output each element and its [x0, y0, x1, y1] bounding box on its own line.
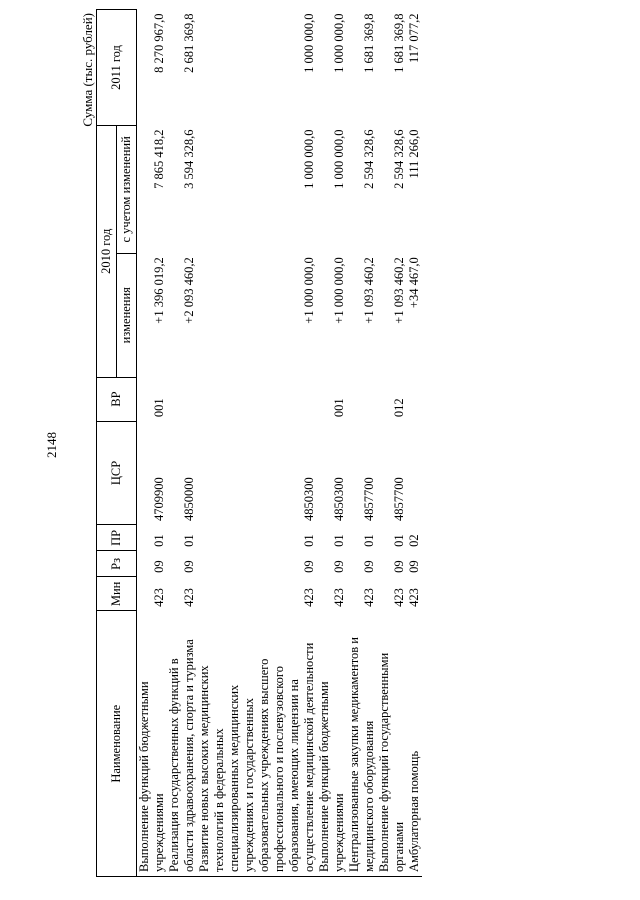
table-row	[377, 10, 407, 877]
row-year-2011: 1 000 000,0	[332, 13, 346, 73]
row-year-2011: 1 681 369,8	[362, 13, 376, 73]
row-rz: 09	[392, 560, 406, 573]
row-csr: 4850300	[332, 477, 346, 521]
table-row	[197, 10, 317, 877]
header-vr: ВР	[97, 377, 137, 421]
row-rz: 09	[362, 560, 376, 573]
header-min: Мин	[97, 577, 137, 611]
units-note: Сумма (тыс. рублей)	[80, 13, 95, 127]
row-rz: 09	[182, 560, 196, 573]
row-name: Реализация государственных функций в области здравоохранения, спорта и туризма	[167, 611, 197, 877]
row-year-2011: 2 681 369,8	[182, 13, 196, 73]
row-pr: 01	[152, 534, 166, 547]
row-name: Выполнение функций государственными органами	[377, 611, 407, 877]
row-min: 423	[182, 588, 196, 607]
row-changes: +2 093 460,2	[182, 257, 196, 324]
row-csr: 4850300	[302, 477, 316, 521]
row-changes: +1 093 460,2	[392, 257, 406, 324]
header-rz: Рз	[97, 551, 137, 577]
row-min: 423	[302, 588, 316, 607]
row-with-changes: 1 000 000,0	[302, 129, 316, 189]
page-number: 2148	[44, 432, 59, 458]
row-pr: 01	[302, 534, 316, 547]
table-body	[137, 10, 423, 877]
row-vr: 001	[332, 398, 346, 418]
row-min: 423	[392, 588, 406, 607]
row-rz: 09	[407, 560, 421, 573]
row-with-changes: 1 000 000,0	[332, 129, 346, 189]
row-with-changes: 7 865 418,2	[152, 129, 166, 189]
row-min: 423	[152, 588, 166, 607]
table-header	[97, 10, 137, 877]
row-changes: +34 467,0	[407, 257, 421, 309]
row-vr	[197, 377, 317, 421]
row-pr: 01	[392, 534, 406, 547]
header-with-changes: с учетом изменений	[117, 125, 137, 253]
row-changes: +1 000 000,0	[332, 257, 346, 324]
row-with-changes: 2 594 328,6	[362, 129, 376, 189]
row-min: 423	[362, 588, 376, 607]
row-csr: 4709900	[152, 477, 166, 521]
row-vr: 012	[392, 398, 406, 418]
row-csr: 4857700	[362, 477, 376, 521]
table-row	[407, 10, 422, 877]
row-csr: 4857700	[392, 477, 406, 521]
header-csr: ЦСР	[97, 421, 137, 525]
budget-table	[96, 9, 422, 877]
row-name: Выполнение функций бюджетными учреждениями	[317, 611, 347, 877]
row-vr	[407, 377, 422, 421]
row-rz: 09	[332, 560, 346, 573]
table-row	[347, 10, 377, 877]
header-changes: изменения	[117, 253, 137, 377]
table-row	[137, 10, 168, 877]
row-pr: 01	[332, 534, 346, 547]
row-vr	[167, 377, 197, 421]
row-year-2011: 1 000 000,0	[302, 13, 316, 73]
row-pr: 01	[182, 534, 196, 547]
row-name: Развитие новых высоких медицинских технологий в федеральных специализированных медицинских учреждениях и государственных образовательных учреждениях высшего профессионального и послевузовского образования, имеющих лицензии на осуществление медицинской деятельности	[197, 611, 317, 877]
table-row	[317, 10, 347, 877]
row-vr: 001	[152, 398, 166, 418]
table-row	[167, 10, 197, 877]
row-min: 423	[332, 588, 346, 607]
row-name: Выполнение функций бюджетными учреждениями	[137, 611, 168, 877]
row-with-changes: 2 594 328,6	[392, 129, 406, 189]
row-changes: +1 000 000,0	[302, 257, 316, 324]
row-csr: 4850000	[182, 477, 196, 521]
row-pr: 02	[407, 534, 421, 547]
row-with-changes: 111 266,0	[407, 129, 421, 179]
header-name: Наименование	[97, 611, 137, 877]
row-changes: +1 396 019,2	[152, 257, 166, 324]
row-rz: 09	[302, 560, 316, 573]
row-year-2011: 8 270 967,0	[152, 13, 166, 73]
row-with-changes: 3 594 328,6	[182, 129, 196, 189]
row-rz: 09	[152, 560, 166, 573]
header-pr: ПР	[97, 525, 137, 551]
row-year-2011: 117 077,2	[407, 13, 421, 64]
budget-table-page	[0, 5, 620, 885]
row-pr: 01	[362, 534, 376, 547]
row-name: Амбулаторная помощь	[407, 611, 422, 877]
row-changes: +1 093 460,2	[362, 257, 376, 324]
row-min: 423	[407, 588, 421, 607]
row-name: Централизованные закупки медикаментов и медицинского оборудования	[347, 611, 377, 877]
row-year-2011: 1 681 369,8	[392, 13, 406, 73]
row-csr	[407, 421, 422, 525]
row-vr	[347, 377, 377, 421]
header-year-2011: 2011 год	[97, 10, 137, 126]
header-year-2010: 2010 год	[97, 125, 117, 377]
